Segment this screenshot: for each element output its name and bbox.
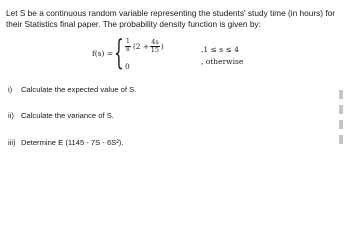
case2-fraction	[150, 39, 159, 53]
piecewise-brace: {	[114, 33, 124, 73]
condition-range: ,1 ≤ s ≤ 4	[201, 45, 239, 54]
question-2	[8, 111, 114, 120]
question-3-text: Determine E (1145 - 7S - 6S²).	[21, 138, 124, 147]
question-2-text: Calculate the variance of S.	[21, 111, 114, 120]
question-3	[8, 138, 123, 147]
side-marks	[333, 90, 347, 150]
pdf-case-3	[125, 62, 130, 71]
question-1-text: Calculate the expected value of S.	[21, 85, 137, 94]
question-2-number: ii)	[8, 111, 14, 120]
case3-value: 0	[125, 62, 130, 71]
question-1-number: i)	[8, 85, 13, 94]
problem-statement: Let S be a continuous random variable representing the students' study time (in hours) for their Statistics final paper. The probability density function is given by:	[6, 8, 336, 29]
case2-close: )	[160, 41, 164, 51]
case2-open: (2 +	[132, 41, 150, 51]
side-mark	[339, 120, 343, 129]
condition-otherwise: , otherwise	[201, 57, 244, 66]
question-3-number: iii)	[8, 138, 16, 147]
case1-denominator: 8	[126, 45, 130, 53]
side-mark	[339, 90, 343, 99]
pdf-lhs: f(s) =	[92, 49, 114, 58]
pdf-case-1	[125, 39, 164, 53]
pdf-formula	[92, 33, 252, 74]
case1-numerator: 1	[126, 38, 130, 45]
side-mark	[339, 105, 343, 114]
case2-numerator: 4s	[151, 38, 159, 46]
case2-denominator: 15	[150, 45, 160, 54]
side-mark	[339, 135, 343, 144]
question-1	[8, 85, 136, 94]
case1-fraction	[125, 39, 131, 53]
